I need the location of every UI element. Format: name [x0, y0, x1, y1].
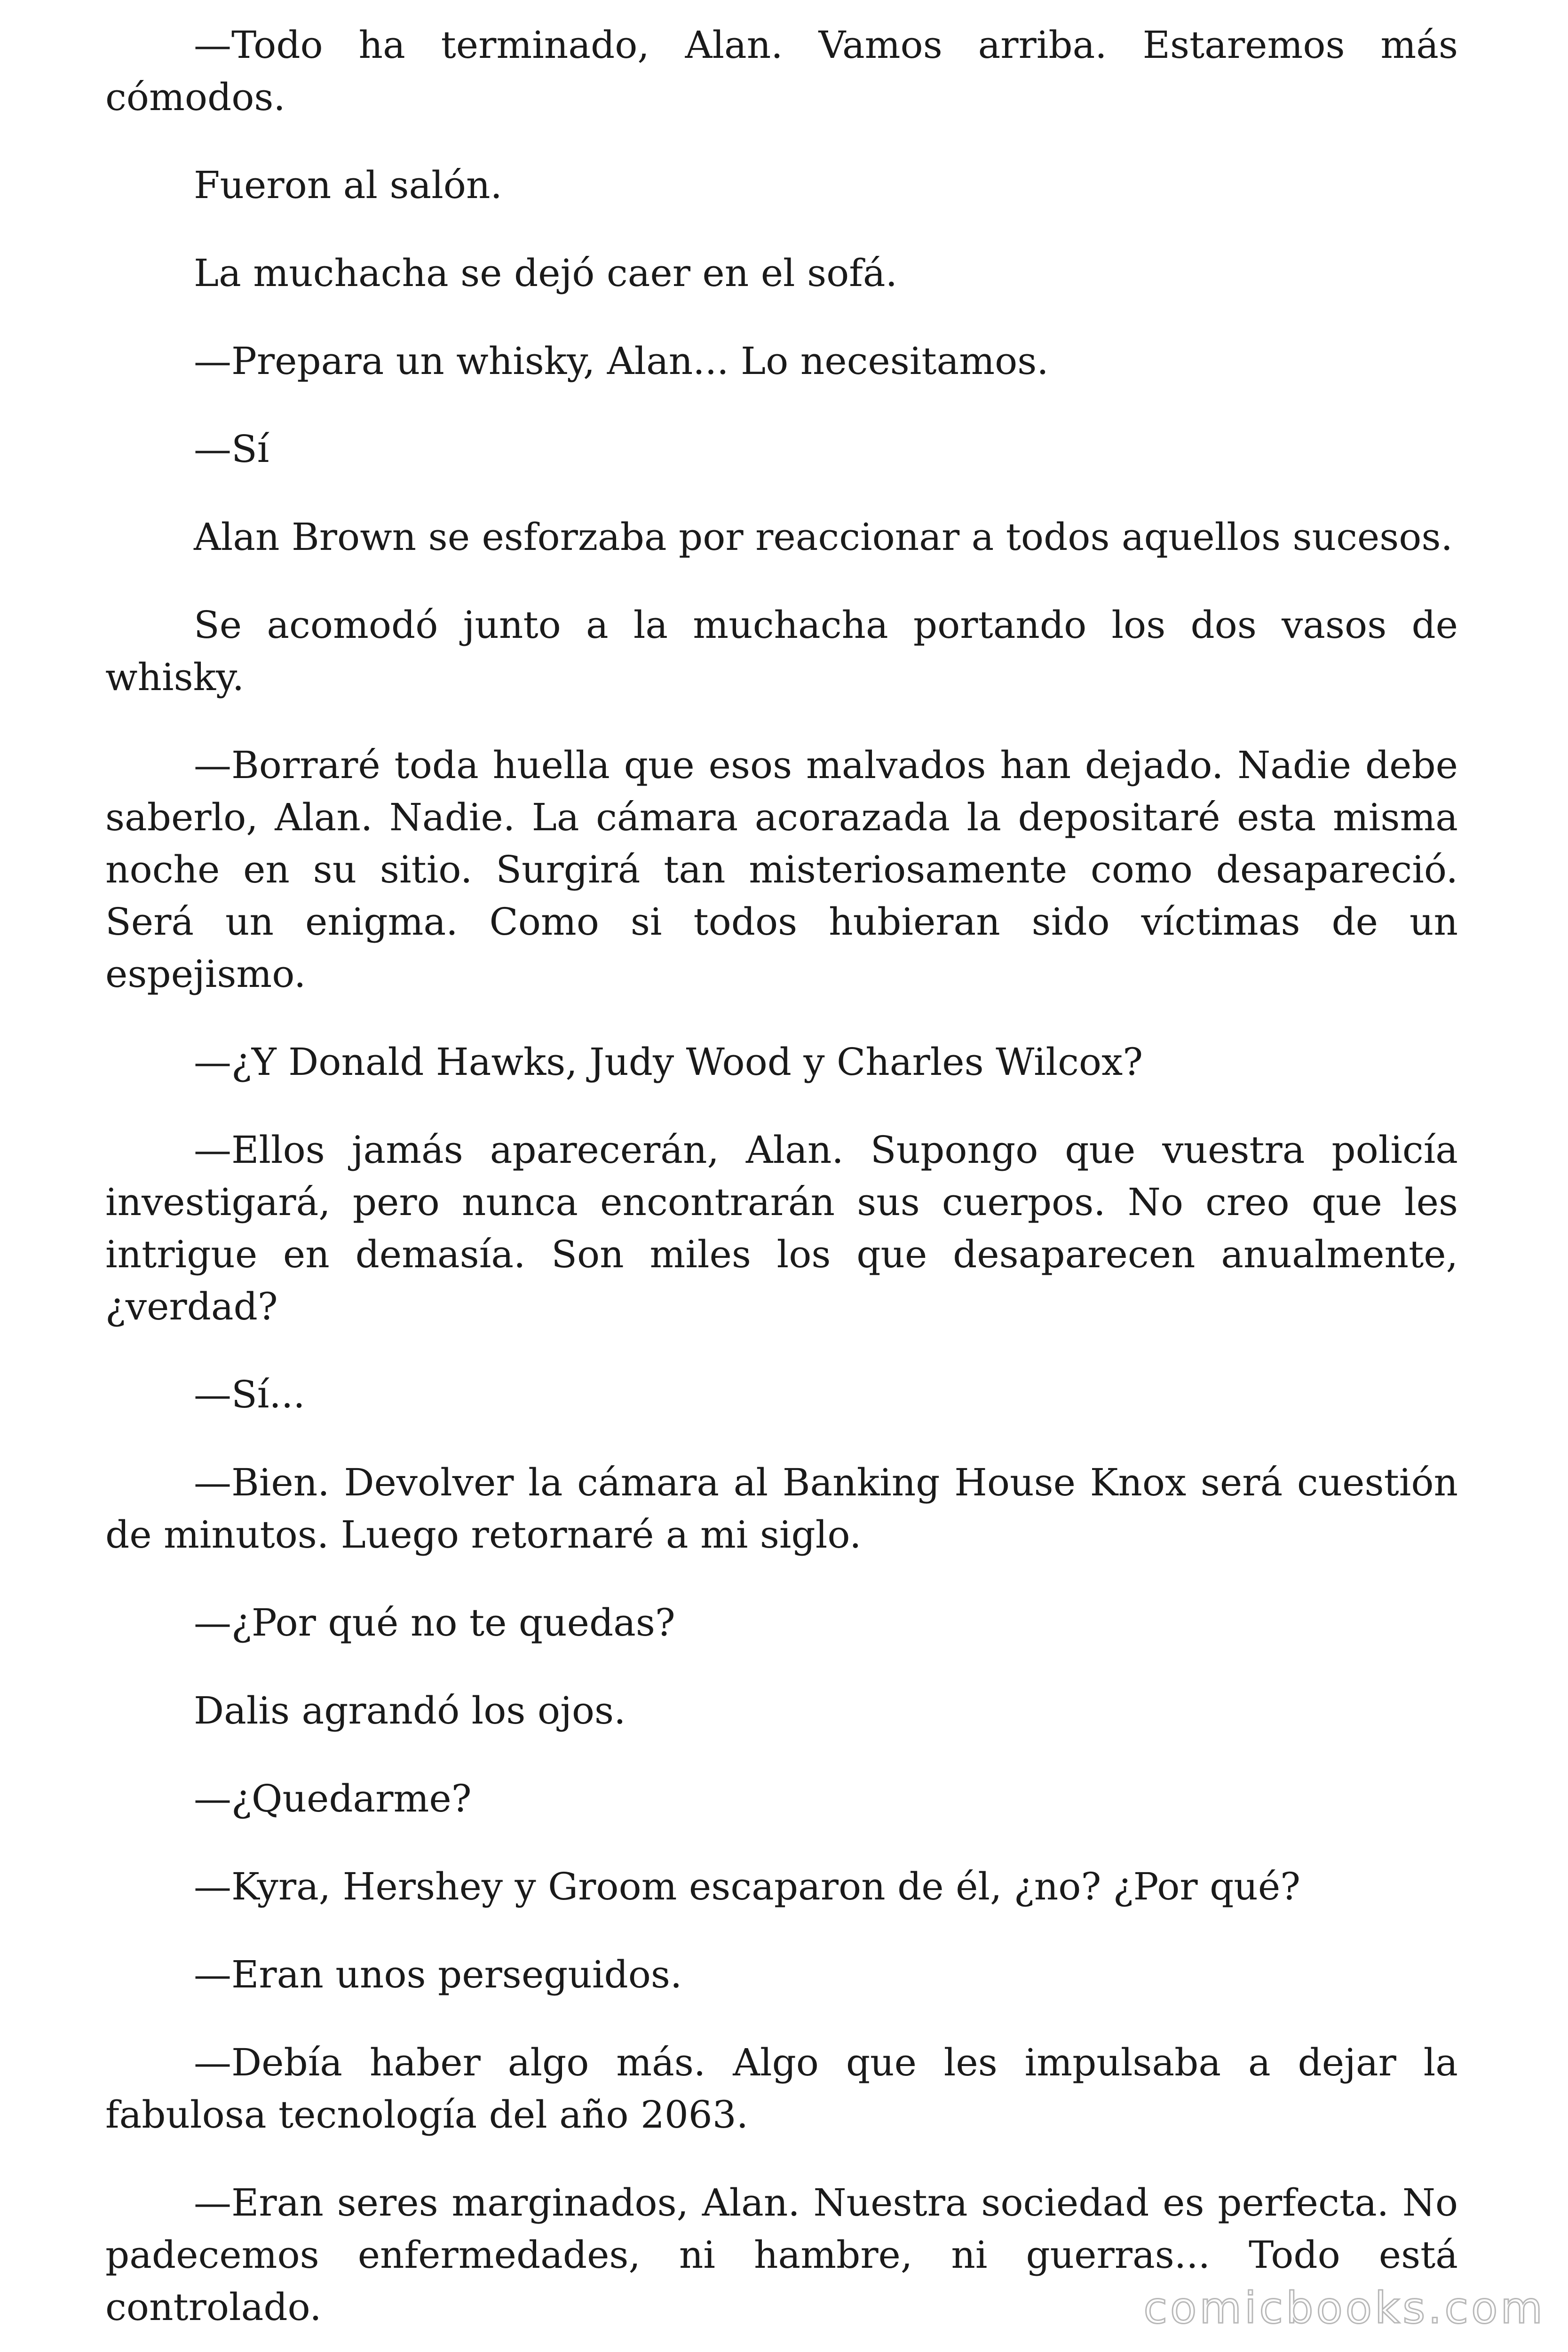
paragraph: La muchacha se dejó caer en el sofá.	[194, 251, 898, 295]
paragraph: —¿Y Donald Hawks, Judy Wood y Charles Wilcox?	[194, 1040, 1143, 1084]
paragraph: —Sí	[194, 427, 269, 471]
paragraph: Se acomodó junto a la muchacha portando los dos vasos de whisky.	[105, 603, 1458, 699]
paragraph: —¿Por qué no te quedas?	[194, 1601, 675, 1645]
book-page-text	[105, 19, 1458, 2352]
paragraph: —Kyra, Hershey y Groom escaparon de él, ¿no? ¿Por qué?	[194, 1865, 1301, 1908]
paragraph: —¿Quedarme?	[194, 1777, 472, 1820]
paragraph: Fueron al salón.	[194, 163, 502, 207]
paragraph: —Eran seres marginados, Alan. Nuestra sociedad es perfecta. No padecemos enfermedades, ni hambre, ni guerras... Todo está controlado.	[105, 2181, 1458, 2329]
paragraph: Dalis agrandó los ojos.	[194, 1689, 626, 1732]
paragraph: —Prepara un whisky, Alan... Lo necesitamos.	[194, 339, 1049, 383]
watermark-logo: comicbooks.com	[1143, 2283, 1545, 2333]
paragraph: Alan Brown se esforzaba por reaccionar a todos aquellos sucesos.	[194, 515, 1453, 559]
paragraph: —Eran unos perseguidos.	[194, 1953, 682, 1996]
paragraph: —Bien. Devolver la cámara al Banking House Knox será cuestión de minutos. Luego retornaré a mi siglo.	[105, 1461, 1458, 1557]
paragraph: —Todo ha terminado, Alan. Vamos arriba. Estaremos más cómodos.	[105, 23, 1458, 119]
paragraph: —Borraré toda huella que esos malvados han dejado. Nadie debe saberlo, Alan. Nadie. La cámara acorazada la depositaré esta misma noche en su sitio. Surgirá tan misteriosamente como desapareció. Será un enigma. Como si todos hubieran sido víctimas de un espejismo.	[105, 743, 1458, 996]
paragraph: —Debía haber algo más. Algo que les impulsaba a dejar la fabulosa tecnología del año 2063.	[105, 2041, 1458, 2137]
paragraph: —Ellos jamás aparecerán, Alan. Supongo que vuestra policía investigará, pero nunca encontrarán sus cuerpos. No creo que les intrigue en demasía. Son miles los que desaparecen anualmente, ¿verdad?	[105, 1128, 1458, 1328]
paragraph: —Sí...	[194, 1373, 305, 1416]
